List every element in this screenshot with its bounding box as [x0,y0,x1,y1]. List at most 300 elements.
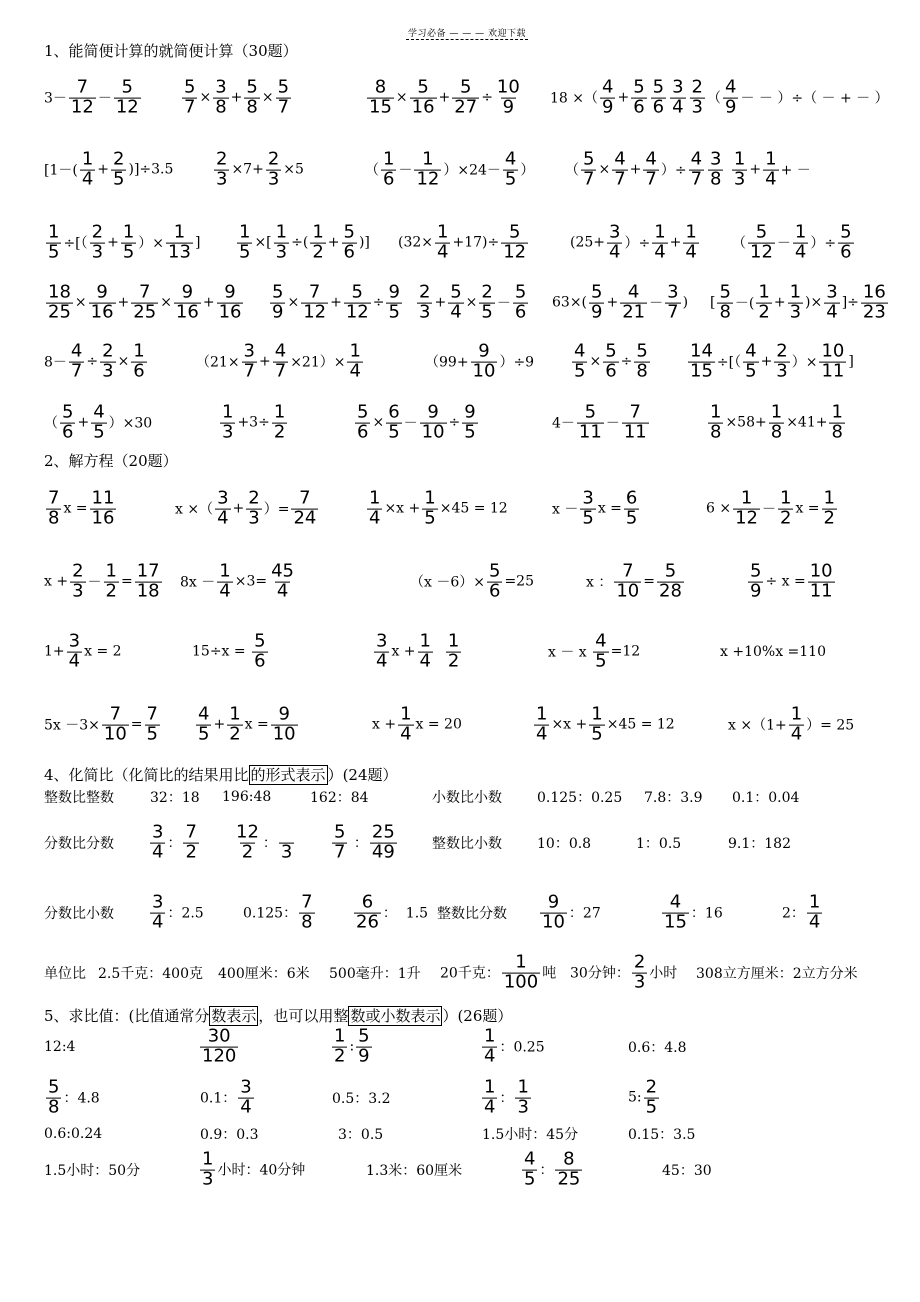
problem-item [365,148,535,190]
fraction-numerator: 5 [460,76,472,98]
fraction [386,281,401,323]
fraction-denominator: 5 [745,360,757,382]
problem-item [366,1160,462,1180]
fraction [743,340,758,382]
expression-text: ×45 = 12 [606,717,675,733]
fraction-numerator: 1 [222,401,234,423]
expression-text: + － [780,163,811,179]
problem-item [570,221,701,263]
fraction-denominator: 4 [152,841,164,863]
fraction-denominator: 6 [605,360,617,382]
fraction-denominator: 7 [243,360,255,382]
fraction-numerator: 2 [113,148,125,170]
fraction [242,340,257,382]
fraction [593,630,608,672]
fraction-numerator: 4 [198,703,210,725]
fraction-numerator: 1 [133,340,145,362]
fraction [90,487,117,529]
problem-item [552,487,641,529]
fraction [104,560,119,602]
problem-item [696,963,858,983]
fraction-numerator: 7 [299,487,311,509]
fraction [503,148,518,190]
problem-item [44,630,122,672]
section-title-1: 1、能简便计算的就简便计算（30题） [44,42,298,60]
expression-text: [1－( [44,163,78,179]
problem-item [365,487,508,529]
fraction-numerator: 1 [122,221,135,243]
expression-text: ：0.25 [499,1040,545,1056]
fraction-numerator: 10 [821,340,845,362]
expression-text: 20千克： [440,966,500,982]
fraction-denominator: 18 [136,580,160,602]
fraction-denominator: 5 [645,1096,658,1118]
expression-text: × [199,90,212,106]
problem-item [44,833,114,853]
expression-text: ：27 [568,906,601,922]
fraction-denominator: 11 [578,421,602,443]
fraction-numerator: 5 [334,821,346,843]
fraction-numerator: 9 [427,401,439,423]
fraction-denominator: 21 [622,301,646,323]
expression-text: ÷ x = [765,574,806,590]
fraction-numerator: 1 [515,951,527,973]
problem-item [44,1126,102,1142]
fraction [217,560,232,602]
fraction-denominator: 7 [690,168,703,190]
fraction [89,281,116,323]
fraction [217,281,244,323]
fraction [788,281,803,323]
problem-item [222,789,271,805]
problem-item [425,340,535,382]
fraction-numerator: 3 [243,340,255,362]
expression-text: 整数比分数 [437,906,507,922]
problem-item [235,221,370,263]
expression-text: × [598,162,611,178]
fraction-denominator: 4 [152,911,164,933]
fraction [487,560,502,602]
expression-text: 8x － [180,575,216,591]
fraction-numerator: 5 [508,221,521,243]
fraction [121,221,136,263]
expression-text: =25 [504,574,534,590]
fraction-numerator: 2 [216,148,228,170]
fraction-denominator: 3 [72,580,84,602]
fraction [414,148,441,190]
fraction-numerator: 3 [826,281,838,303]
problem-item [732,787,799,807]
fraction-numerator: 8 [563,1148,575,1170]
fraction-denominator: 9 [272,301,284,323]
expression-text: + [330,295,342,311]
expression-text: ：16 [690,906,723,922]
fraction [398,703,413,745]
fraction-numerator: 5 [184,76,196,98]
fraction-denominator: 4 [217,507,229,529]
fraction-numerator: 1 [202,1148,214,1170]
fraction-denominator: 12 [303,301,327,323]
fraction-denominator: 9 [358,1045,370,1067]
expression-text: － [762,502,776,518]
expression-text: [ [710,295,716,311]
fraction [819,340,846,382]
fraction-denominator: 11 [809,580,833,602]
expression-text: 整数比小数 [432,836,502,852]
problem-item [644,787,703,807]
problem-item [410,560,534,602]
fraction-denominator: 5 [625,507,638,529]
fraction-denominator: 9 [602,96,614,118]
fraction-denominator: 12 [115,96,139,118]
fraction-numerator: 1 [383,148,395,170]
expression-text: －( [734,296,755,312]
fraction [234,821,261,863]
fraction-denominator: 6 [514,301,527,323]
fraction-denominator: 6 [62,421,74,443]
fraction [665,281,680,323]
fraction-numerator: 7 [76,76,89,98]
fraction-denominator: 4 [419,650,431,672]
fraction-numerator: 2 [91,221,104,243]
fraction-numerator: 11 [91,487,115,509]
fraction-denominator: 2 [241,841,254,863]
fraction-numerator: 1 [419,630,431,652]
fraction [600,76,615,118]
fraction-denominator: 6 [840,241,852,263]
expression-text: + [773,295,786,311]
problem-item [538,891,601,933]
fraction-denominator: 3 [91,241,104,263]
fraction-denominator: 4 [609,241,621,263]
expression-text: ) [682,295,689,311]
problem-item [44,560,164,602]
fraction-denominator: 4 [219,580,231,602]
fraction-denominator: 7 [70,360,83,382]
fraction-denominator: 3 [789,301,802,323]
fraction [246,487,261,529]
fraction [220,401,235,443]
expression-text: × [287,295,300,311]
fraction-denominator: 5 [595,650,607,672]
fraction-denominator: 4 [536,723,548,745]
expression-text: ： 1.5 [382,906,429,922]
fraction-denominator: 12 [735,507,758,529]
fraction-numerator: 1 [789,281,802,303]
fraction-numerator: 1 [273,401,286,423]
problem-item [192,630,270,672]
fraction-numerator: 1 [765,148,777,170]
fraction [417,281,432,323]
fraction [238,1076,253,1118]
fraction-numerator: 1 [173,221,186,243]
fraction-numerator: 1 [219,560,231,582]
fraction [67,630,82,672]
problem-item [372,703,462,745]
fraction [370,821,397,863]
fraction [634,340,649,382]
fraction [644,1076,659,1118]
fraction-numerator: 5 [664,560,677,582]
fraction-denominator: 11 [623,421,647,443]
expression-text: ×45 = 12 [439,501,508,517]
problem-item [218,963,310,983]
expression-text: 6 × [706,501,732,517]
expression-text: 小时：40分钟 [217,1163,306,1179]
fraction-numerator: 9 [224,281,236,303]
fraction-denominator: 5 [239,241,251,263]
section-title-5-part: ，也可以用整 [258,1007,349,1025]
fraction [822,487,837,529]
expression-text: + [202,295,215,311]
problem-item [570,340,652,382]
fraction-denominator: 7 [583,168,595,190]
fraction [589,281,604,323]
expression-text: + [327,235,340,251]
expression-text: 1.5小时：50分 [44,1163,141,1179]
fraction-denominator: 5 [122,241,135,263]
fraction-numerator: 1 [229,703,241,725]
fraction [131,340,146,382]
expression-text: ÷[（ [63,236,88,252]
fraction [774,340,789,382]
problem-item [628,1124,695,1144]
fraction [632,951,647,993]
expression-text: ] [848,354,854,370]
expression-text: （ [44,416,58,432]
expression-text: 2： [782,906,805,922]
fraction-denominator: 16 [90,301,114,323]
expression-text: 分数比小数 [44,906,114,922]
expression-text: （ [732,236,746,252]
fraction-numerator: 6 [388,401,400,423]
fraction-denominator: 100 [503,971,539,993]
fraction-numerator: 5 [272,281,284,303]
fraction-numerator: 3 [68,630,81,652]
expression-text: × [465,295,478,311]
fraction-numerator: 4 [524,1148,536,1170]
fraction-numerator: 1 [517,1076,529,1098]
expression-text [725,162,729,178]
problem-item [710,281,890,323]
expression-text: 0.125： [243,906,298,922]
problem-item [148,821,201,863]
fraction [513,281,528,323]
problem-item [44,703,162,745]
fraction-denominator: 27 [454,96,478,118]
section-title-5-boxed: 数或小数表示 [350,1007,441,1025]
expression-text: + [617,90,630,106]
expression-text: × [160,295,172,311]
fraction [174,281,201,323]
fraction-denominator: 5 [146,723,158,745]
expression-text: 吨 [542,966,557,982]
fraction [577,401,604,443]
fraction-denominator: 5 [481,301,493,323]
expression-text: ）× [791,355,818,371]
expression-text: + [749,162,762,178]
fraction [435,221,450,263]
fraction-numerator: 3 [672,76,684,98]
fraction-numerator: 5 [450,281,462,303]
expression-text: 45：30 [662,1163,712,1179]
fraction [344,281,371,323]
expression-text: 单位比 [44,966,86,982]
problem-item [44,401,153,443]
fraction-numerator: 2 [633,951,646,973]
problem-item [746,560,837,602]
fraction-numerator: 5 [605,340,617,362]
fraction-numerator: 5 [357,401,369,423]
fraction [723,76,738,118]
fraction [182,76,197,118]
section-title-5-part: 5、求比值：(比值通常分 [44,1007,210,1025]
expression-text: = [130,717,143,733]
expression-text: (25+ [570,235,606,251]
expression-text: : [349,1039,355,1055]
expression-text: － [97,91,112,107]
fraction-denominator: 4 [81,168,94,190]
fraction-numerator: 1 [591,703,603,725]
fraction-denominator: 5 [388,421,400,443]
fraction-numerator: 2 [72,560,84,582]
fraction-numerator: 5 [351,281,363,303]
fraction-numerator: 5 [652,76,665,98]
fraction-denominator: 4 [376,650,388,672]
fraction-denominator: 8 [710,168,722,190]
fraction-numerator: 1 [654,221,666,243]
fraction [102,703,129,745]
fraction [861,281,888,323]
problem-item [660,891,723,933]
fraction-denominator: 5 [524,1168,536,1190]
expression-text: x ×（ [175,502,214,518]
fraction [367,487,382,529]
fraction-numerator: 6 [361,891,374,913]
fraction-denominator: 4 [794,241,807,263]
expression-text: 1.5小时：45分 [482,1127,579,1143]
fraction-numerator: 1 [733,148,746,170]
fraction-denominator: 4 [450,301,462,323]
expression-text: ÷[（ [716,355,742,371]
problem-item [480,1076,533,1118]
fraction-denominator: 8 [246,96,258,118]
fraction-denominator: 6 [133,360,145,382]
fraction-denominator: 9 [502,96,515,118]
fraction [603,340,618,382]
fraction-denominator: 3 [733,168,746,190]
fraction-numerator: 1 [536,703,548,725]
problem-item [200,1076,256,1118]
expression-text: ）= 25 [806,718,855,734]
fraction [46,1076,61,1118]
fraction [355,401,370,443]
fraction [452,76,479,118]
problem-item [243,891,317,933]
fraction-denominator: 4 [369,507,381,529]
expression-text: 0.9：0.3 [200,1127,259,1143]
problem-item [482,1124,578,1144]
fraction-numerator: 2 [481,281,493,303]
fraction-numerator: 4 [574,340,586,362]
problem-item [720,644,826,660]
fraction [272,401,287,443]
fraction-numerator: 5 [514,281,527,303]
fraction-numerator: 5 [254,630,266,652]
fraction-numerator: 9 [96,281,108,303]
expression-text: ×58+ [725,415,767,431]
fraction-numerator: 9 [478,340,490,362]
problem-item [212,148,304,190]
fraction-denominator: 5 [48,241,60,263]
fraction-denominator: 2 [758,301,770,323]
expression-text: （x －6）× [410,575,485,591]
problem-item [44,281,245,323]
fraction-numerator: 1 [447,630,460,652]
expression-text: 12:4 [44,1039,76,1055]
expression-text: 整数比整数 [44,790,114,806]
expression-text: + [117,295,130,311]
problem-item [706,401,847,443]
problem-item [175,487,320,529]
fraction [482,1076,497,1118]
expression-text: 5: [628,1090,642,1106]
fraction-denominator: 4 [826,301,838,323]
fraction [291,487,318,529]
fraction-denominator: 4 [672,96,684,118]
expression-text: ×x + [384,501,421,517]
fraction [612,148,627,190]
fraction-denominator: 12 [345,301,369,323]
fraction-numerator: 4 [93,401,105,423]
fraction [662,891,689,933]
fraction [69,76,96,118]
fraction [555,1148,582,1190]
expression-text: － [496,296,511,312]
fraction-denominator: 7 [614,168,626,190]
expression-text: + [230,90,243,106]
fraction [708,401,723,443]
problem-item [330,1025,374,1067]
fraction-numerator: 5 [277,76,290,98]
fraction [301,281,328,323]
fraction-denominator: 5 [93,421,105,443]
fraction-numerator: 7 [301,891,313,913]
fraction-numerator: 1 [312,221,324,243]
expression-text: ： [167,836,182,852]
fraction-numerator: 1 [275,221,288,243]
expression-text: x = 20 [415,717,462,733]
fraction-denominator: 8 [831,421,843,443]
fraction [422,487,437,529]
fraction-denominator: 4 [349,360,361,382]
expression-text: ：2.5 [167,906,204,922]
fraction [688,340,715,382]
expression-text: x = [795,501,820,517]
fraction [540,891,567,933]
fraction-denominator: 5 [424,507,436,529]
problem-item [570,951,678,993]
fraction-numerator: 5 [840,221,852,243]
expression-text: ÷ [481,90,493,106]
expression-text: =12 [610,644,641,660]
expression-text: 2.5千克：400克 [98,966,203,982]
fraction-numerator: 5 [584,401,597,423]
fraction-denominator: 10 [472,360,496,382]
problem-item [180,76,293,118]
fraction-numerator: 4 [70,340,83,362]
expression-text: ×5 [283,162,304,178]
